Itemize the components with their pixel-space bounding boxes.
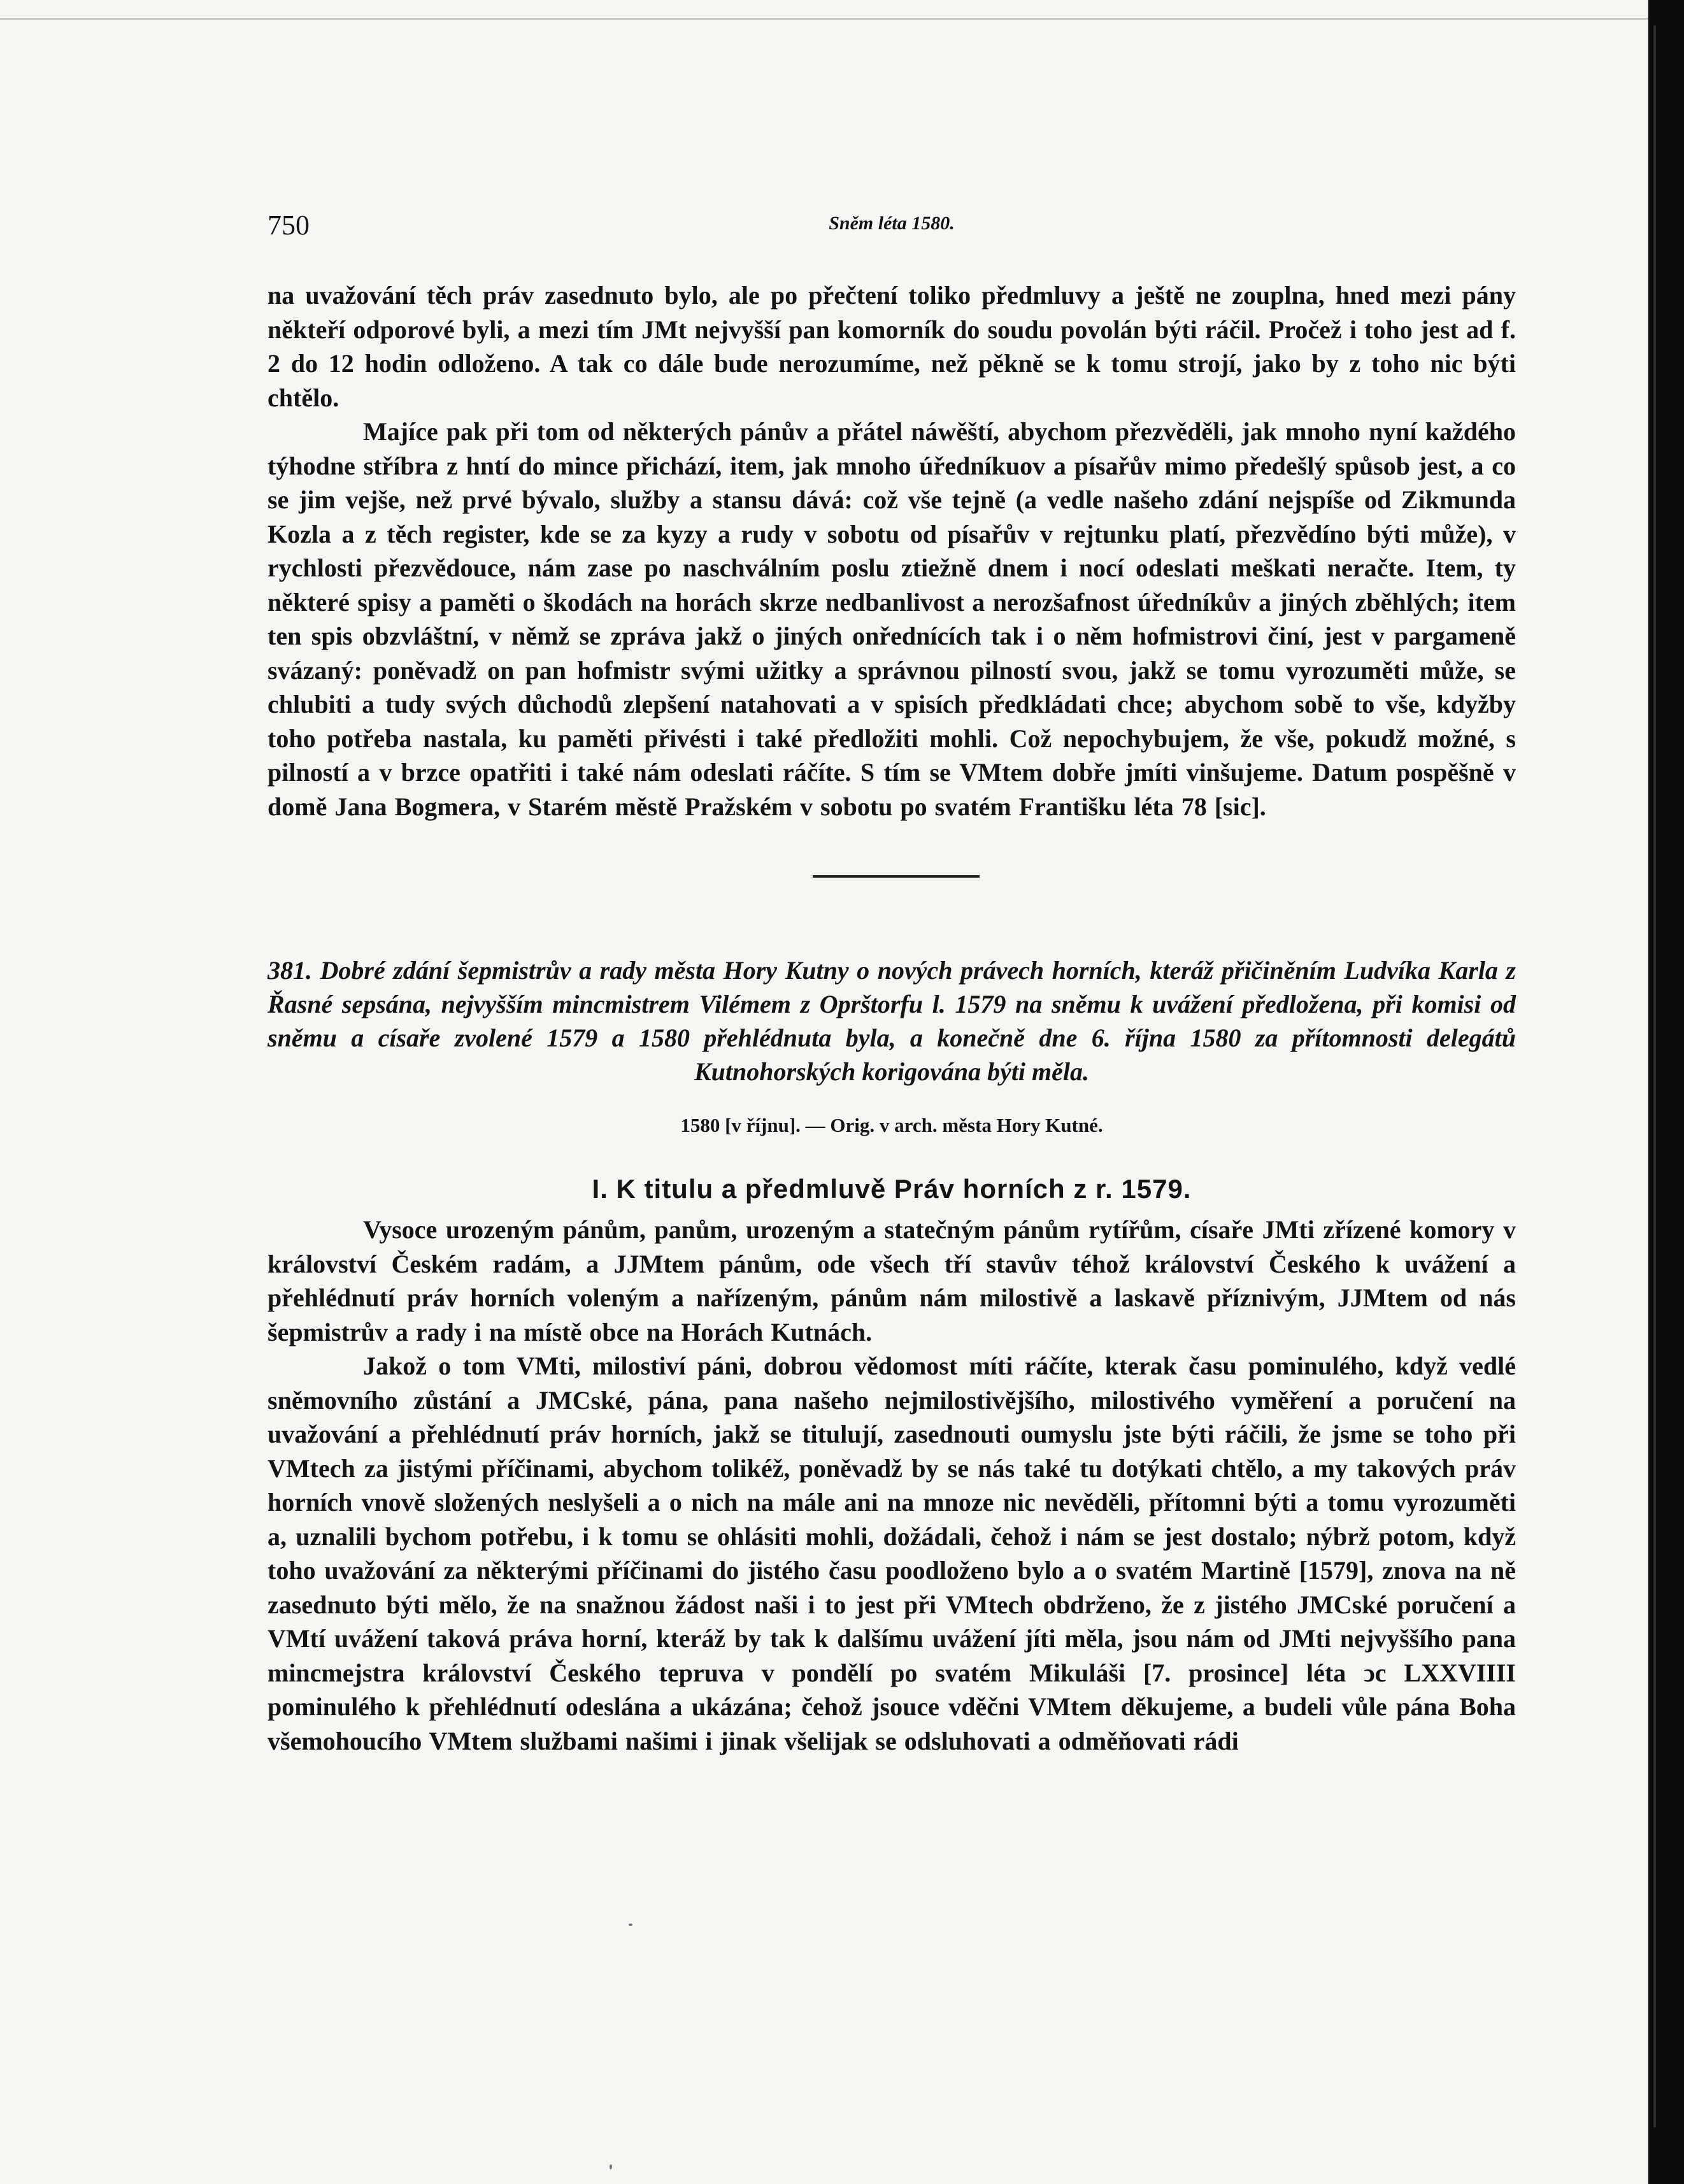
section-heading: I. K titulu a předmluvě Práv horních z r. 1579.: [592, 1174, 1192, 1204]
paragraph: Jakož o tom VMti, milostiví páni, dobrou vědomost míti ráčíte, kterak času pominulého, když vedlé sněmovního zůstání a JMCské, pána, pana našeho nejmilostivějšího, milostivého vyměření a poručení na uvažování a přehlédnutí práv horních, jakž se titulují, zasednouti oumyslu jste býti ráčili, že jsme se toho při VMtech za jistými příčinami, abychom tolikéž, poněvadž by se nás také tu dotýkati chtělo, a my takových práv horních vnově složených neslyšeli a o nich na mále ani na mnoze nic nevěděli, přítomni býti a tomu vyrozuměti a, uznalili bychom potřebu, i k tomu se ohlásiti mohli, dožádali, čehož i nám se jest dostalo; nýbrž potom, když toho uvažování za některými příčinami do jistého času poodloženo bylo a o svatém Martině [1579], znova na ně zasednuto býti mělo, že na snažnou žádost naši i to jest při VMtech obdrženo, že z jistého JMCské poručení a VMtí uvážení taková práva horní, kteráž by tak k dalšímu uvážení jíti měla, jsou nám od JMti nejvyššího pana mincmejstra království Českého tepruva v pondělí po svatém Mikuláši [7. prosince] léta ↄc LXXVIIII pominulého k přehlédnutí odeslána a ukázána; čehož jsouce vděčni VMtem děkujeme, a budeli vůle pána Boha všemohoucího VMtem službami našimi i jinak všelijak se odsluhovati a odměňovati rádi: [268, 1352, 1516, 1755]
document-heading: [268, 953, 1516, 1088]
scan-border: [1648, 0, 1684, 2184]
document-title: [268, 953, 1516, 1088]
paragraph: Vysoce urozeným pánům, panům, urozeným a statečným pánům rytířům, císaře JMti zřízené komory v království Českém radám, a JJMtem pánům, ode všech tří stavův téhož království Českého k uvážení a přehlédnutí práv horních voleným a nařízeným, pánům nám milostivě a laskavě příznivým, JJMtem od nás šepmistrův a rady i na místě obce na Horách Kutnách.: [268, 1215, 1516, 1346]
document-title-text: Dobré zdání šepmistrův a rady města Hory Kutny o nových právech horních, kteráž přičiněním Ludvíka Karla z Řasné sepsána, nejvyšším mincmistrem Vilémem z Oprštorfu l. 1579 na sněmu k uvážení předložena, při komisi od sněmu a císaře zvolené 1579 a 1580 přehlédnuta byla, a konečně dne 6. října 1580 za přítomnosti delegátů Kutnohorských korigována býti měla.: [268, 956, 1516, 1086]
scan-speck: [610, 2164, 612, 2169]
scan-edge-line: [0, 18, 1648, 20]
document-body: [268, 1213, 1516, 1758]
page-header: [268, 209, 1516, 247]
letter-continuation: [268, 278, 1516, 824]
document-number: 381.: [268, 956, 312, 985]
scan-speck: [629, 1923, 632, 1926]
paragraph: Majíce pak při tom od některých pánův a přátel náwěští, abychom přezvěděli, jak mnoho nyní každého týhodne stříbra z hntí do mince přichází, item, jak mnoho úředníkuov a písařův mimo předešlý spůsob jest, a co se jim vejše, než prvé bývalo, služby a stansu dává: což vše tejně (a vedle našeho zdání nejspíše od Zikmunda Kozla a z těch register, kde se za kyzy a rudy v sobotu od písařův v rejtunku platí, přezvědíno býti může), v rychlosti přezvědouce, nám zase po naschválním poslu ztiežně dnem i nocí odeslati meškati neračte. Item, ty některé spisy a paměti o škodách na horách skrze nedbanlivost a nerozšafnost úředníkův a jiných zběhlých; item ten spis obzvláštní, v němž se zpráva jakž o jiných onřednících tak i o něm hofmistrovi činí, jest v pargameně svázaný: poněvadž on pan hofmistr svými užitky a správnou pilností svou, jakž se tomu vyrozuměti může, se chlubiti a tudy svých důchodů zlepšení natahovati a v spisích předkládati chce; abychom sobě to vše, kdyžby toho potřeba nastala, ku paměti přivésti i také předložiti mohli. Což nepochybujem, že vše, pokudž možné, s pilností a v brzce opatřiti i také nám odeslati ráčíte. S tím se VMtem dobře jmíti vinšujeme. Datum pospěšně v domě Jana Bogmera, v Starém městě Pražském v sobotu po svatém Františku léta 78 [sic].: [268, 417, 1516, 821]
section-separator: [813, 875, 980, 878]
source-note: 1580 [v říjnu]. — Orig. v arch. města Hory Kutné.: [680, 1114, 1103, 1136]
running-head: Sněm léta 1580.: [829, 213, 955, 234]
paragraph: na uvažování těch práv zasednuto bylo, ale po přečtení toliko předmluvy a ještě ne zouplna, hned mezi pány někteří odporové byli, a mezi tím JMt nejvyšší pan komorník do soudu povolán býti ráčil. Pročež i toho jest ad f. 2 do 12 hodin odloženo. A tak co dále bude nerozumíme, než pěkně se k tomu strojí, jako by z toho nic býti chtělo.: [268, 281, 1516, 412]
page-number: 750: [268, 210, 310, 241]
